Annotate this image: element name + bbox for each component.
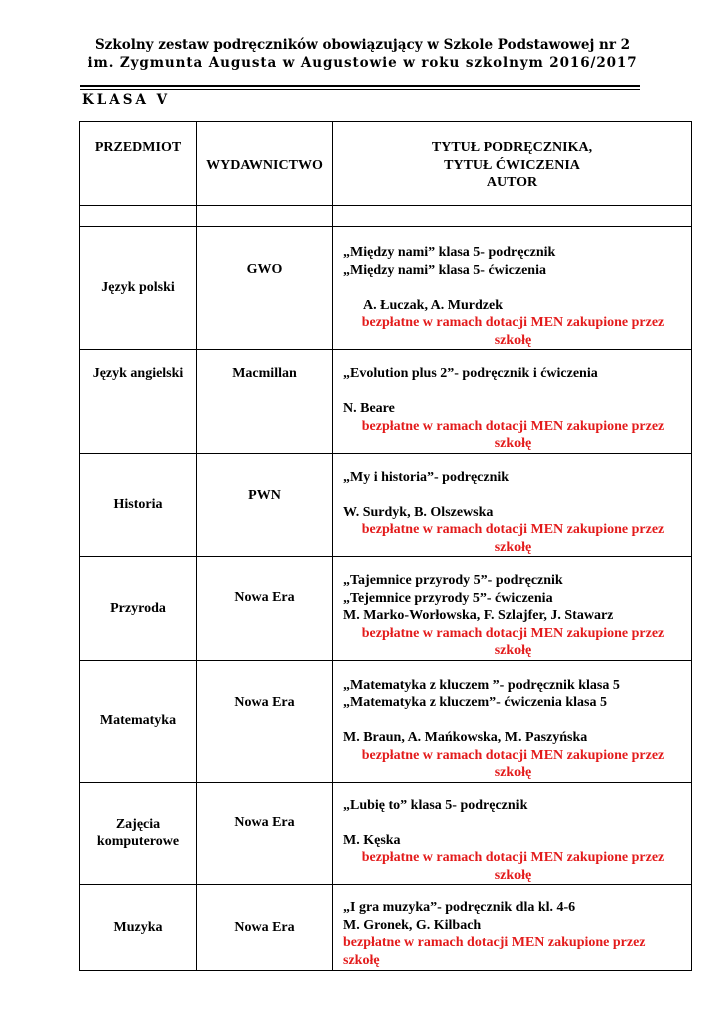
textbook-title: „My i historia”- podręcznik [343, 469, 510, 485]
publisher-cell: Nowa Era [197, 782, 333, 885]
subject-cell: Historia [80, 453, 197, 557]
subject-cell: Język angielski [80, 350, 197, 454]
funding-note-line-1: bezpłatne w ramach dotacji MEN zakupione przez [361, 522, 665, 537]
textbook-table [79, 121, 692, 971]
header-rule-thin [80, 89, 640, 90]
author: N. Beare [343, 401, 395, 416]
textbook-title: „Tajemnice przyrody 5”- podręcznik [343, 573, 563, 588]
table-row [80, 453, 692, 557]
publisher-cell: Nowa Era [197, 885, 333, 971]
subject-line-2: komputerowe [96, 834, 180, 850]
author: M. Gronek, G. Kilbach [343, 917, 482, 933]
textbook-title: „Matematyka z kluczem ”- podręcznik klasa 5 [343, 677, 620, 693]
subject-cell: Przyroda [80, 557, 197, 661]
publisher-cell: Nowa Era [197, 660, 333, 782]
header-publisher: WYDAWNICTWO [197, 122, 333, 206]
textbook-title: „Evolution plus 2”- podręcznik i ćwiczenia [343, 366, 598, 381]
textbook-title: „Między nami” klasa 5- podręcznik [343, 245, 556, 260]
funding-note-line-2: szkołę [494, 765, 532, 780]
publisher-cell: Nowa Era [197, 557, 333, 661]
header-subject: PRZEDMIOT [80, 122, 197, 206]
funding-note-line-1: bezpłatne w ramach dotacji MEN zakupione przez [361, 850, 665, 865]
funding-note-line-2: szkołę [494, 643, 532, 658]
subject-cell: Matematyka [80, 660, 197, 782]
author: M. Kęska [343, 832, 401, 848]
author: A. Łuczak, A. Murdzek [363, 297, 503, 313]
funding-note-line-1: bezpłatne w ramach dotacji MEN zakupione przez [361, 625, 665, 641]
workbook-title: „Tejemnice przyrody 5”- ćwiczenia [343, 590, 553, 606]
title-cell [333, 227, 692, 350]
header-title-line-1: TYTUŁ PODRĘCZNIKA, [431, 140, 593, 155]
author: W. Surdyk, B. Olszewska [343, 504, 494, 520]
author: M. Braun, A. Mańkowska, M. Paszyńska [343, 730, 588, 745]
subject-cell: Muzyka [80, 885, 197, 971]
header-rule-thick [80, 85, 640, 87]
table-row [80, 227, 692, 350]
table-row-empty [80, 206, 692, 227]
subject-cell [80, 782, 197, 885]
funding-note-line-1: bezpłatne w ramach dotacji MEN zakupione przez [361, 315, 665, 330]
table-header-row [80, 122, 692, 206]
publisher-cell: PWN [197, 453, 333, 557]
table-row [80, 782, 692, 885]
publisher-cell: GWO [197, 227, 333, 350]
header-title-line-3: AUTOR [486, 175, 538, 190]
header-title-line-2: TYTUŁ ĆWICZENIA [444, 157, 580, 173]
table-row [80, 885, 692, 971]
title-cell [333, 660, 692, 782]
title-cell [333, 453, 692, 557]
author: M. Marko-Worłowska, F. Szlajfer, J. Stawarz [343, 608, 614, 623]
workbook-title: „Matematyka z kluczem”- ćwiczenia klasa 5 [343, 695, 607, 710]
workbook-title: „Między nami” klasa 5- ćwiczenia [343, 262, 546, 278]
table-row [80, 660, 692, 782]
title-cell [333, 350, 692, 454]
table-row [80, 557, 692, 661]
funding-note-line-2: szkołę [343, 952, 380, 968]
funding-note-line-2: szkołę [494, 436, 532, 451]
textbook-title: „I gra muzyka”- podręcznik dla kl. 4-6 [343, 900, 576, 915]
title-cell [333, 885, 692, 971]
funding-note-line-1: bezpłatne w ramach dotacji MEN zakupione przez [361, 747, 665, 763]
funding-note-line-2: szkołę [494, 539, 532, 555]
funding-note-line-1: bezpłatne w ramach dotacji MEN zakupione przez [343, 935, 646, 950]
header-line-1: Szkolny zestaw podręczników obowiązujący w Szkole Podstawowej nr 2 [94, 37, 631, 53]
subject-line-1: Zajęcia [115, 816, 161, 832]
funding-note-line-2: szkołę [494, 867, 532, 883]
title-cell [333, 557, 692, 661]
subject-cell: Język polski [80, 227, 197, 350]
funding-note-line-1: bezpłatne w ramach dotacji MEN zakupione przez [361, 418, 665, 434]
publisher-cell: Macmillan [197, 350, 333, 454]
title-cell [333, 782, 692, 885]
class-heading: KLASA V [82, 92, 171, 108]
document-header [0, 36, 725, 72]
header-line-2: im. Zygmunta Augusta w Augustowie w roku szkolnym 2016/2017 [87, 55, 638, 71]
table-row [80, 350, 692, 454]
textbook-title: „Lubię to” klasa 5- podręcznik [343, 797, 528, 813]
header-title [333, 122, 692, 206]
funding-note-line-2: szkołę [494, 332, 532, 348]
